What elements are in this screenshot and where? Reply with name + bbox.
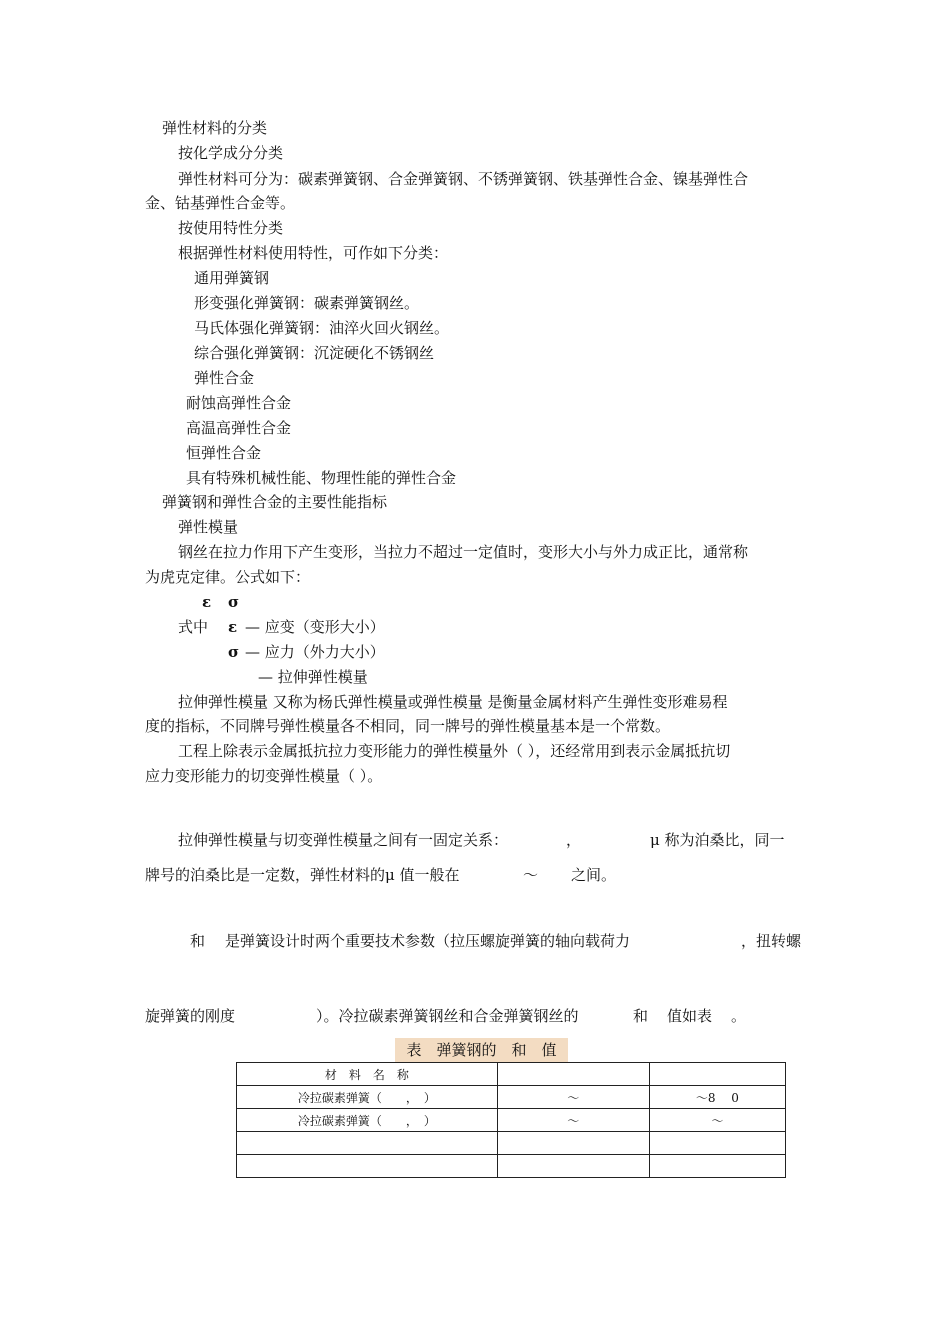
table-cell [237, 1155, 498, 1178]
table-header-row [237, 1063, 786, 1086]
formula-e-desc: — 拉伸弹性模量 [258, 668, 368, 686]
spring-steel-table [236, 1062, 786, 1178]
paragraph-fragment: ， [566, 831, 582, 849]
formula-sigma-symbol: σ [228, 643, 240, 661]
formula-sigma: σ [228, 593, 240, 611]
paragraph-line: 拉伸弹性模量 又称为杨氏弹性模量或弹性模量 是衡量金属材料产生弹性变形难易程 [178, 693, 728, 711]
heading-performance: 弹簧钢和弹性合金的主要性能指标 [162, 493, 388, 511]
paragraph-fragment: ，扭转螺 [741, 932, 802, 950]
formula-where-label: 式中 [178, 618, 209, 636]
subheading-usage: 按使用特性分类 [178, 219, 284, 237]
formula-epsilon-desc: — 应变（变形大小） [245, 618, 385, 636]
table-row [237, 1132, 786, 1155]
paragraph-fragment: ）。冷拉碳素弹簧钢丝和合金弹簧钢丝的 [316, 1007, 579, 1025]
heading-classification: 弹性材料的分类 [162, 119, 268, 137]
paragraph-line: 钢丝在拉力作用下产生变形，当拉力不超过一定值时，变形大小与外力成正比，通常称 [178, 543, 749, 561]
formula-sigma-desc: — 应力（外力大小） [245, 643, 385, 661]
list-item: 通用弹簧钢 [194, 269, 270, 287]
table-header-cell: 材 料 名 称 [237, 1063, 498, 1086]
list-item: 具有特殊机械性能、物理性能的弹性合金 [186, 469, 457, 487]
paragraph-fragment: 之间。 [571, 866, 617, 884]
table-row [237, 1086, 786, 1109]
paragraph-line: 牌号的泊桑比是一定数，弹性材料的μ 值一般在 [145, 866, 460, 884]
formula-epsilon: ε [202, 593, 212, 611]
list-item: 高温高弹性合金 [186, 419, 292, 437]
subheading-chemical: 按化学成分分类 [178, 144, 284, 162]
paragraph-line: 度的指标，不同牌号弹性模量各不相同，同一牌号的弹性模量基本是一个常数。 [145, 717, 671, 735]
paragraph-line: 旋弹簧的刚度 [145, 1007, 236, 1025]
paragraph-line: 为虎克定律。公式如下： [145, 568, 311, 586]
table-cell: 冷拉碳素弹簧（ ， ） [237, 1086, 498, 1109]
paragraph-fragment: 和 [633, 1007, 649, 1025]
table-cell [237, 1132, 498, 1155]
paragraph-fragment: 值如表 [667, 1007, 713, 1025]
paragraph-fragment: 和 [190, 932, 206, 950]
paragraph-line: 根据弹性材料使用特性，可作如下分类： [178, 244, 449, 262]
formula-epsilon-symbol: ε [228, 618, 238, 636]
table-row [237, 1109, 786, 1132]
paragraph-line: 弹性材料可分为：碳素弹簧钢、合金弹簧钢、不锈弹簧钢、铁基弹性合金、镍基弹性合 [178, 170, 749, 188]
table-caption: 表 弹簧钢的 和 值 [395, 1038, 568, 1062]
table-cell: 冷拉碳素弹簧（ ， ） [237, 1109, 498, 1132]
table-cell: ～ [497, 1109, 649, 1132]
table-header-cell [649, 1063, 785, 1086]
table-header-cell [497, 1063, 649, 1086]
paragraph-fragment: ～ [523, 866, 539, 884]
list-item: 马氏体强化弹簧钢：油淬火回火钢丝。 [194, 319, 450, 337]
list-item: 综合强化弹簧钢：沉淀硬化不锈钢丝 [194, 344, 435, 362]
paragraph-line: 应力变形能力的切变弹性模量（ ）。 [145, 767, 383, 785]
paragraph-line: 拉伸弹性模量与切变弹性模量之间有一固定关系： [178, 831, 509, 849]
table-cell [497, 1155, 649, 1178]
table-row [237, 1155, 786, 1178]
table-cell: ～ [649, 1109, 785, 1132]
table-cell [497, 1132, 649, 1155]
list-item: 耐蚀高弹性合金 [186, 394, 292, 412]
table-cell [649, 1155, 785, 1178]
list-item: 弹性合金 [194, 369, 255, 387]
table-cell [649, 1132, 785, 1155]
paragraph-line: 金、钴基弹性合金等。 [145, 194, 296, 212]
paragraph-line: 是弹簧设计时两个重要技术参数（拉压螺旋弹簧的轴向载荷力 [225, 932, 631, 950]
subheading-modulus: 弹性模量 [178, 518, 239, 536]
paragraph-line: 工程上除表示金属抵抗拉力变形能力的弹性模量外（ ），还经常用到表示金属抵抗切 [178, 742, 731, 760]
paragraph-fragment: 。 [731, 1007, 747, 1025]
table-cell: ～ [497, 1086, 649, 1109]
paragraph-fragment: μ 称为泊桑比，同一 [650, 831, 785, 849]
list-item: 恒弹性合金 [186, 444, 262, 462]
list-item: 形变强化弹簧钢：碳素弹簧钢丝。 [194, 294, 420, 312]
table-cell: ～8 0 [649, 1086, 785, 1109]
